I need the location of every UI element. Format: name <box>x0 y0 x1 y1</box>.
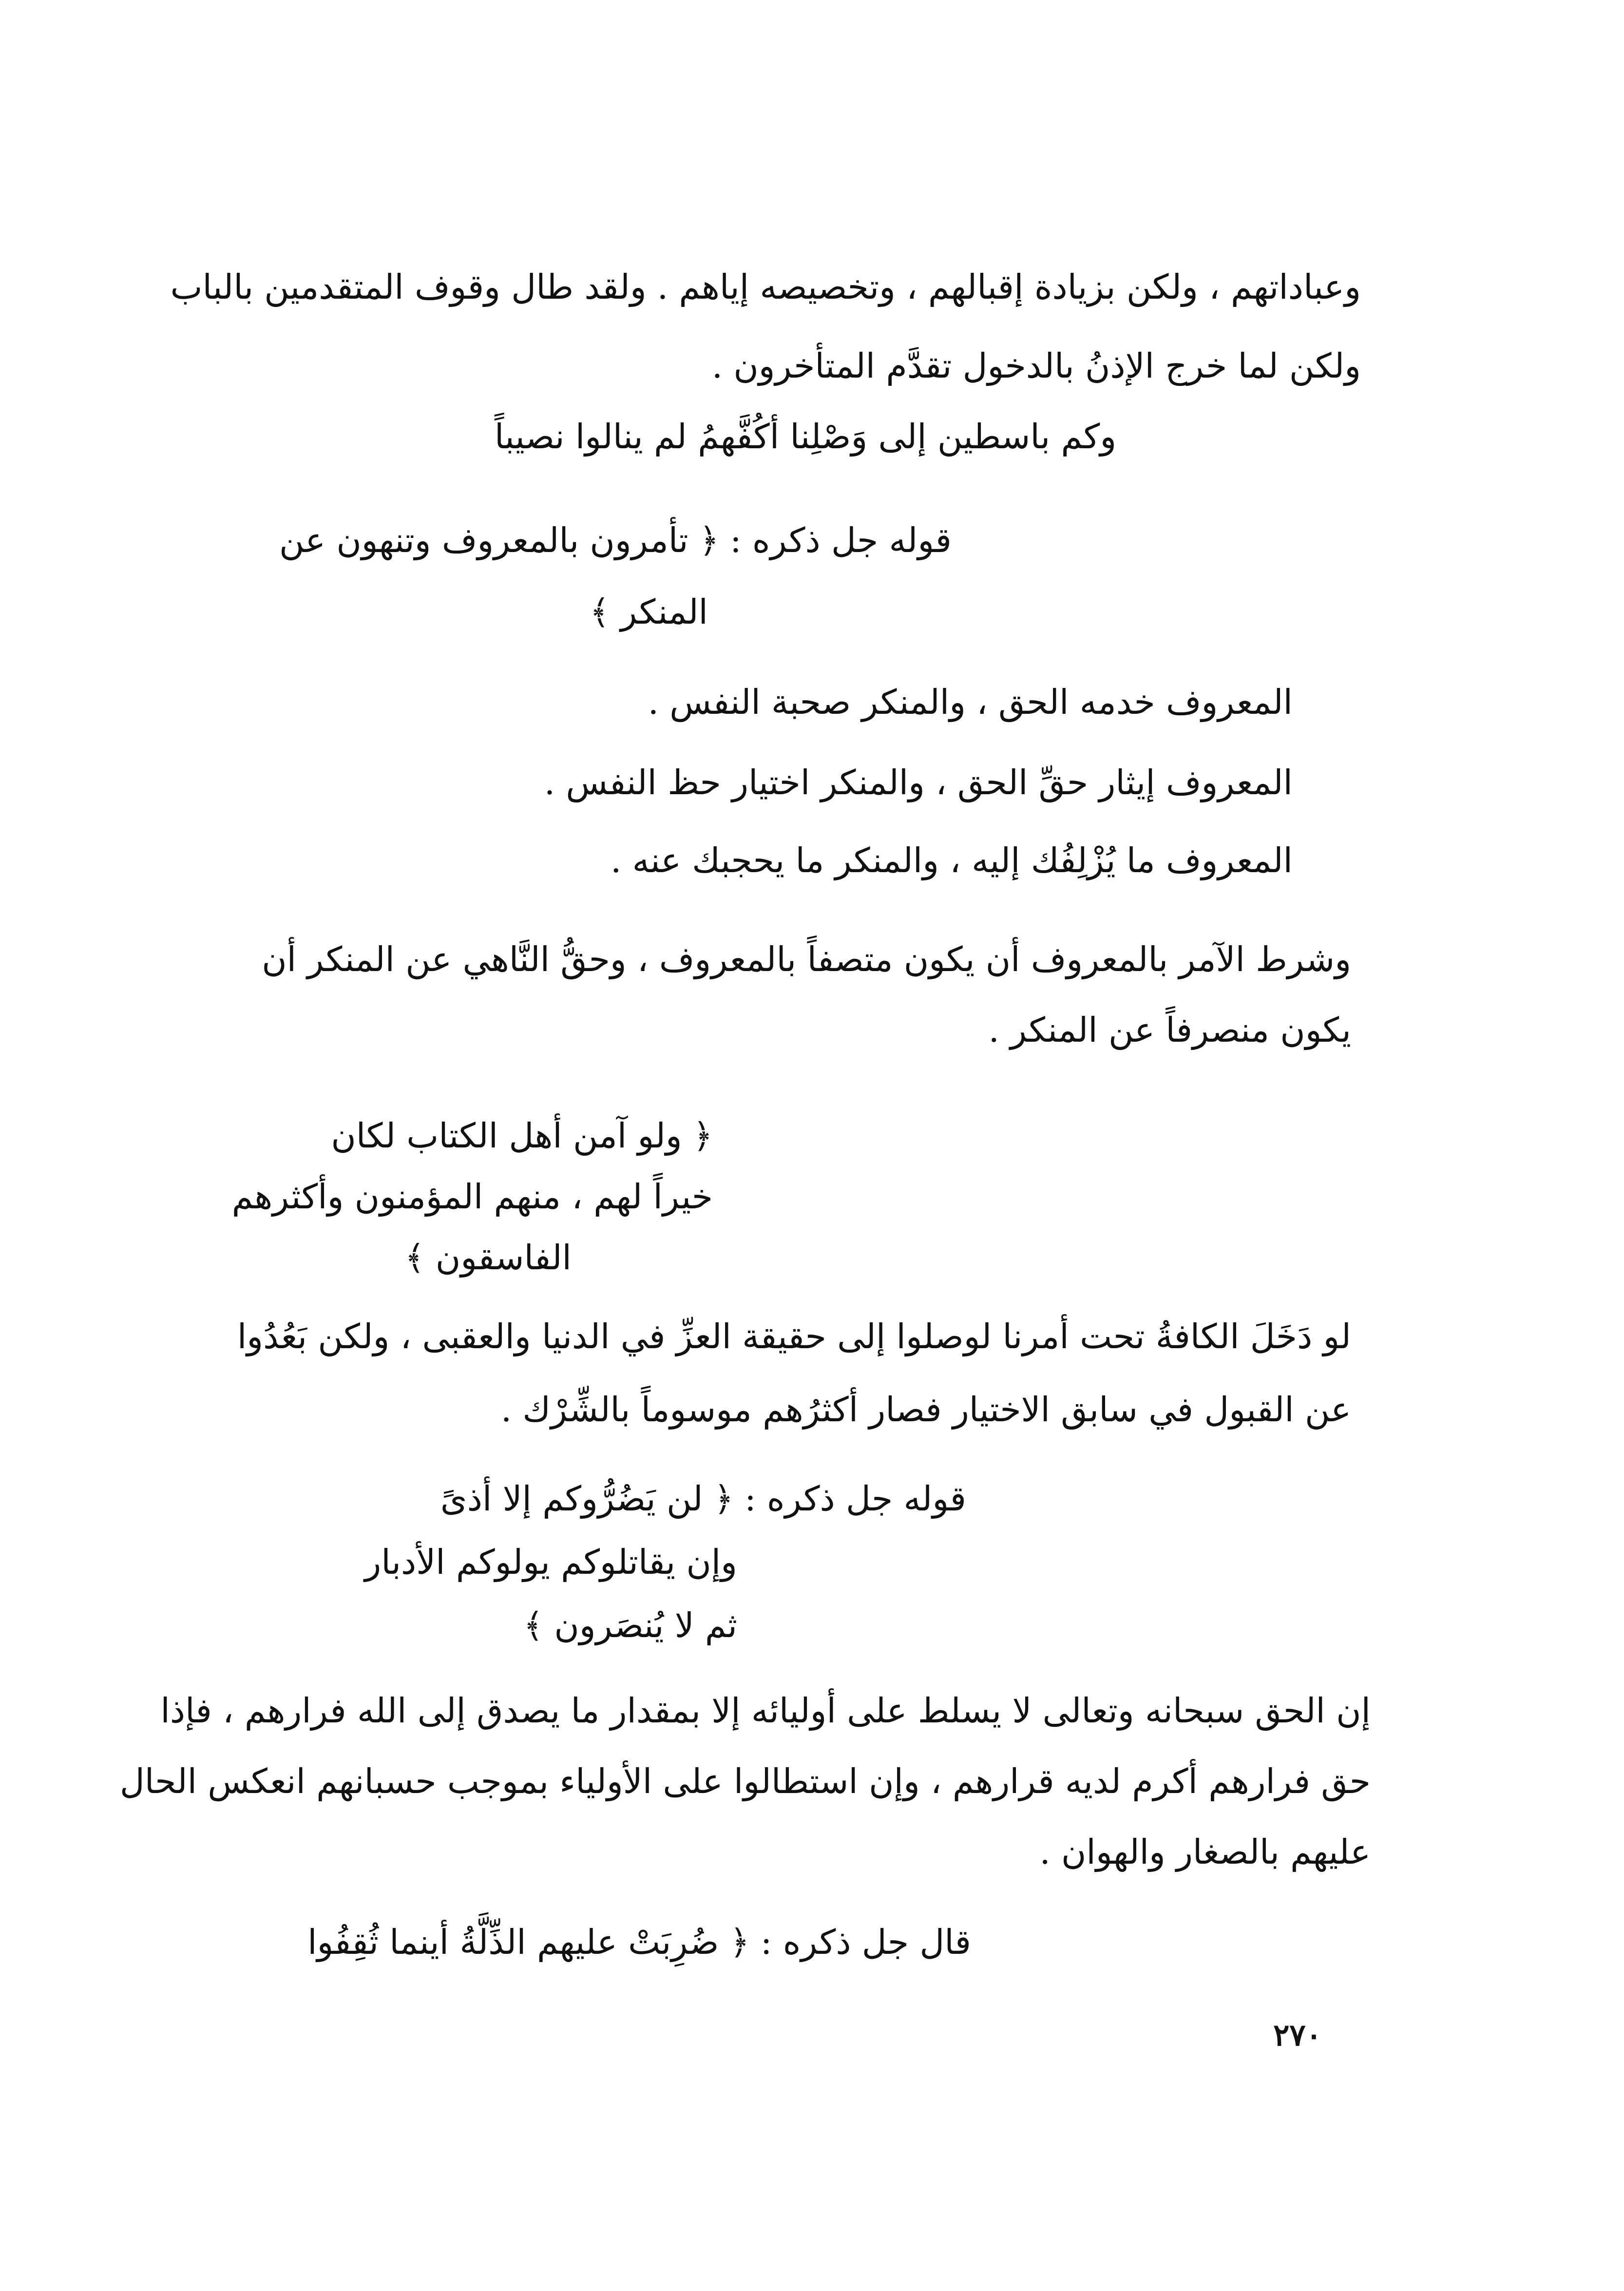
poetry-verse: وكم باسطين إلى وَصْلِنا أكُفَّهمُ لم ينالوا نصيباً <box>494 417 1117 457</box>
maruf-saying-2: المعروف إيثار حقِّ الحق ، والمنكر اختيار حظ النفس . <box>544 763 1293 802</box>
paragraph-4-line-3: عليهم بالصغار والهوان . <box>1039 1832 1371 1872</box>
quran-quote-2-line-2: خيراً لهم ، منهم المؤمنون وأكثرهم <box>231 1177 713 1217</box>
paragraph-3-line-1: لو دَخَلَ الكافةُ تحت أمرنا لوصلوا إلى حقيقة العزِّ في الدنيا والعقبى ، ولكن بَعُدُوا <box>237 1317 1351 1356</box>
paragraph-1-line-2: ولكن لما خرج الإذنُ بالدخول تقدَّم المتأخرون . <box>711 346 1361 386</box>
paragraph-3-line-2: عن القبول في سابق الاختيار فصار أكثرُهم موسوماً بالشِّرْك . <box>500 1390 1351 1430</box>
quran-quote-4-line-1: قال جل ذكره : ﴿ ضُرِبَتْ عليهم الذِّلَّةُ أينما ثُقِفُوا <box>307 1922 971 1962</box>
quran-quote-2-line-3: الفاسقون ﴾ <box>404 1238 572 1278</box>
paragraph-4-line-1: إن الحق سبحانه وتعالى لا يسلط على أوليائه إلا بمقدار ما يصدق إلى الله فرارهم ، فإذا <box>160 1691 1371 1731</box>
quran-quote-1-line-1: قوله جل ذكره : ﴿ تأمرون بالمعروف وتنهون عن <box>279 520 952 560</box>
quran-quote-3-line-1: قوله جل ذكره : ﴿ لن يَضُرُّوكم إلا أذىً <box>440 1479 966 1519</box>
paragraph-4-line-2: حق فرارهم أكرم لديه قرارهم ، وإن استطالوا على الأولياء بموجب حسبانهم انعكس الحال <box>119 1761 1371 1801</box>
quran-quote-3-line-3: ثم لا يُنصَرون ﴾ <box>523 1605 737 1645</box>
maruf-saying-1: المعروف خدمه الحق ، والمنكر صحبة النفس . <box>648 682 1293 722</box>
paragraph-2-line-2: يكون منصرفاً عن المنكر . <box>988 1010 1351 1050</box>
maruf-saying-3: المعروف ما يُزْلِفُك إليه ، والمنكر ما يحجبك عنه . <box>611 840 1293 880</box>
quran-quote-3-line-2: وإن يقاتلوكم يولوكم الأدبار <box>364 1542 737 1582</box>
page-number: ٢٧٠ <box>1273 2017 1322 2053</box>
quran-quote-1-line-2: المنكر ﴾ <box>590 592 708 632</box>
quran-quote-2-line-1: ﴿ ولو آمن أهل الكتاب لكان <box>331 1116 713 1156</box>
paragraph-2-line-1: وشرط الآمر بالمعروف أن يكون متصفاً بالمعروف ، وحقُّ النَّاهي عن المنكر أن <box>262 939 1351 979</box>
paragraph-1-line-1: وعباداتهم ، ولكن بزيادة إقبالهم ، وتخصيصه إياهم . ولقد طال وقوف المتقدمين بالباب <box>170 267 1361 307</box>
